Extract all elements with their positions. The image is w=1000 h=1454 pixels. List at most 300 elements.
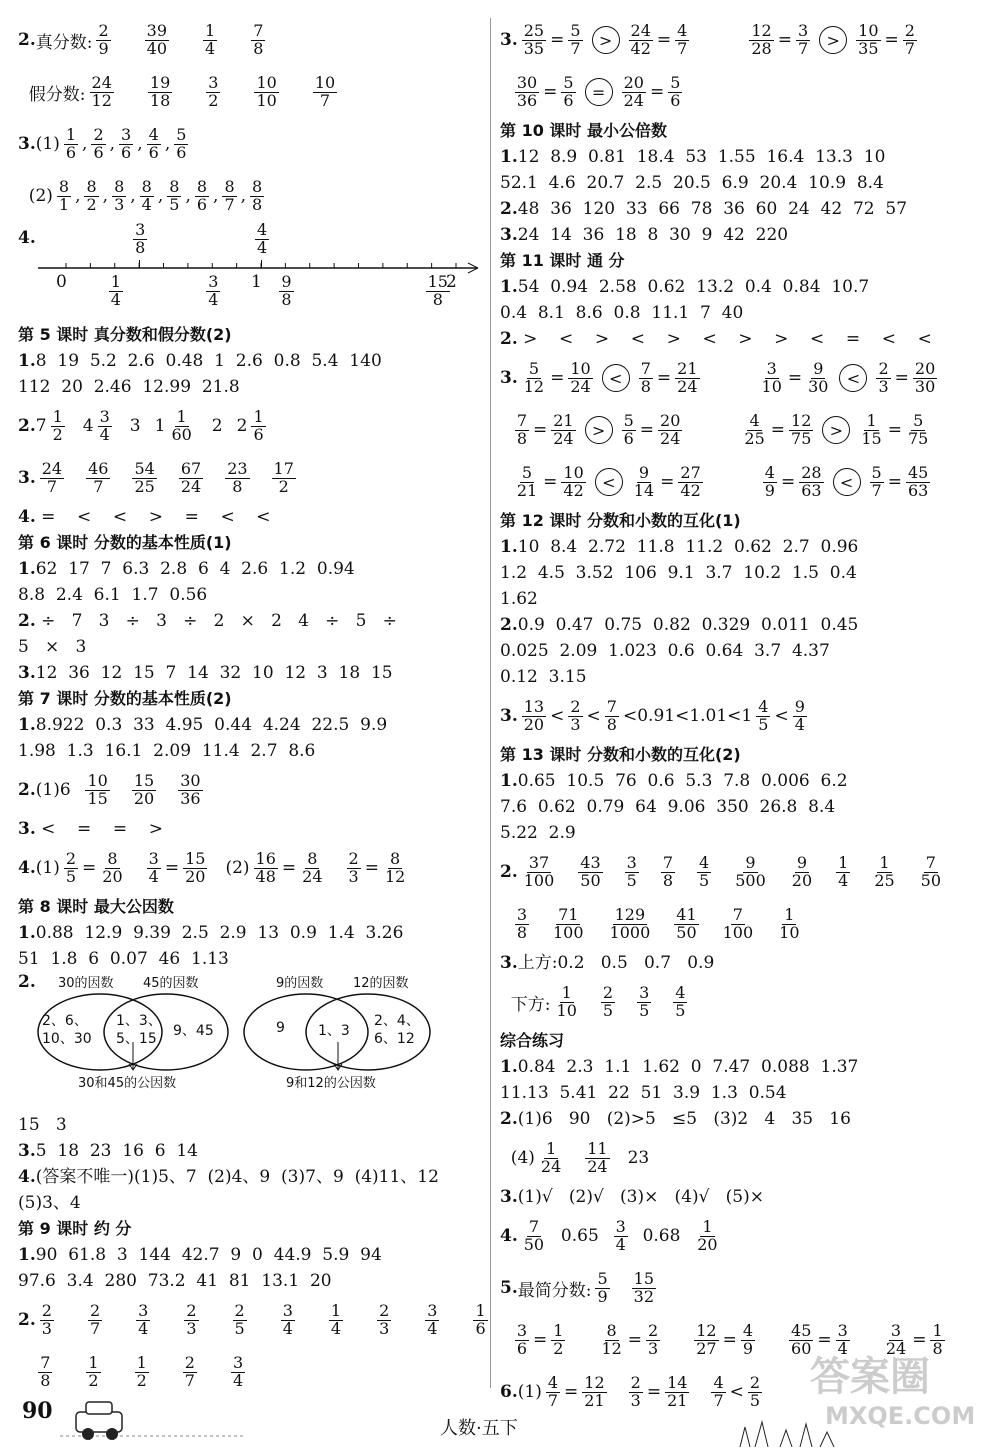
fraction (551, 904, 586, 942)
numerator: 2 (65, 848, 77, 868)
denominator: 75 (791, 428, 812, 448)
numerator: 17 (273, 458, 294, 478)
fraction (225, 458, 249, 496)
denominator: 6 (670, 90, 681, 110)
numerator: 12 (751, 20, 772, 40)
numerator: 4 (764, 462, 775, 482)
denominator: 30 (914, 376, 936, 396)
numerator: 9 (745, 852, 756, 872)
fraction (741, 1320, 755, 1358)
answer-line (18, 1112, 498, 1138)
numerator: 7 (662, 852, 674, 872)
denominator: 5 (234, 1318, 245, 1338)
fraction (639, 358, 653, 396)
footer-subject: 人数·五下 (440, 1418, 518, 1439)
item-number: 3. (500, 1187, 518, 1207)
answer-line (500, 222, 980, 248)
fraction (721, 904, 756, 942)
section-title: 第 9 课时 约 分 (18, 1219, 132, 1238)
answer-text: , (75, 186, 81, 206)
item-number: 2. (18, 30, 36, 50)
denominator: 27 (696, 1338, 717, 1358)
denominator: 4 (138, 1318, 149, 1338)
answer-line (500, 1210, 980, 1262)
answer-text: 12 36 12 15 7 14 32 10 12 3 18 15 (35, 663, 393, 683)
fraction (790, 852, 814, 890)
fraction (109, 274, 123, 309)
denominator: 25 (744, 428, 765, 448)
denominator: 42 (630, 38, 651, 58)
answer-line (500, 612, 980, 638)
answer-text: 0.65 (550, 1226, 610, 1246)
item-number: 1. (500, 277, 518, 297)
denominator: 35 (858, 38, 879, 58)
denominator: 4 (794, 714, 805, 734)
denominator: 8 (135, 237, 146, 257)
fraction (147, 124, 161, 162)
answer-line (500, 1184, 980, 1210)
numerator: 1 (136, 1352, 147, 1372)
numerator: 21 (553, 410, 574, 430)
answer-text: = (82, 858, 97, 878)
fraction (203, 20, 217, 58)
answer-text: 10 8.4 2.72 11.8 11.2 0.62 2.7 0.96 (517, 537, 859, 557)
numerator: 3 (282, 1300, 293, 1320)
answer-text: (1) (517, 1382, 542, 1402)
numerator: 10 (87, 770, 108, 790)
answer-line (500, 170, 980, 196)
answer-text: (2) (225, 858, 250, 878)
answer-line (18, 842, 498, 894)
numerator: 2 (570, 696, 581, 716)
fraction (112, 176, 126, 214)
denominator: 12 (384, 866, 406, 886)
fraction (64, 124, 78, 162)
denominator: 8 (281, 289, 292, 309)
answer-text: = (780, 472, 796, 492)
numerator: 2 (186, 1300, 197, 1320)
denominator: 50 (580, 870, 601, 890)
numerator: 9 (638, 462, 650, 482)
numerator: 3 (427, 1300, 438, 1320)
denominator: 24 (540, 1156, 562, 1176)
fraction (733, 852, 768, 890)
numerator: 5 (623, 410, 634, 430)
numerator: 7 (528, 1216, 540, 1236)
answer-line (500, 690, 980, 742)
numerator: 1 (702, 1216, 713, 1236)
numerator: 1 (932, 1320, 943, 1340)
denominator: 10 (761, 376, 782, 396)
fraction (756, 696, 770, 734)
fraction (661, 852, 675, 890)
answer-line (18, 1242, 498, 1268)
answer-text: , (240, 186, 247, 206)
fraction (749, 20, 773, 58)
fraction (57, 176, 71, 214)
item-number: 6. (500, 1382, 518, 1402)
denominator: 5 (65, 866, 77, 886)
fraction (174, 124, 188, 162)
fraction (86, 1352, 100, 1390)
answer-text: , (130, 186, 136, 206)
numerator: 4 (713, 1372, 724, 1392)
denominator: 6 (176, 142, 187, 162)
fraction (695, 1216, 719, 1254)
answer-text: = (656, 30, 672, 50)
fraction (300, 848, 324, 886)
answer-text: = (770, 420, 786, 440)
answer-text: 12 8.9 0.81 18.4 53 1.55 16.4 13.3 10 (517, 147, 886, 167)
numerator: 3 (615, 1216, 626, 1236)
numerator: 5 (670, 72, 681, 92)
denominator: 3 (878, 376, 889, 396)
answer-line (500, 352, 980, 404)
section-title: 第 5 课时 真分数和假分数(2) (18, 325, 232, 344)
numerator: 2 (878, 358, 889, 378)
fraction (38, 1352, 52, 1390)
venn-region-text: 2、6、 (42, 1013, 88, 1029)
comparison-circle: < (602, 364, 630, 392)
fraction (870, 462, 884, 500)
answer-line (500, 950, 980, 976)
answer-line (500, 404, 980, 456)
fraction (145, 20, 169, 58)
denominator: 2 (208, 90, 219, 110)
denominator: 4 (232, 1370, 244, 1390)
denominator: 40 (146, 38, 168, 58)
answer-text: = (550, 368, 565, 388)
denominator: 36 (516, 90, 538, 110)
denominator: 24 (180, 476, 202, 496)
venn-set-title: 45的因数 (143, 976, 199, 991)
denominator: 20 (133, 788, 155, 808)
numerator: 4 (758, 696, 769, 716)
numerator: 8 (107, 848, 118, 868)
numerator: 2 (904, 20, 915, 40)
numerator: 2 (379, 1300, 390, 1320)
answer-line (18, 1268, 498, 1294)
fraction (522, 358, 546, 396)
venn-region-text: 2、4、 (374, 1013, 420, 1029)
venn-region-text: 9、45 (173, 1023, 214, 1039)
answer-line (18, 816, 498, 842)
numerator: 7 (516, 410, 527, 430)
numerator: 15 (427, 272, 448, 291)
fraction (605, 696, 619, 734)
answer-text: (1) (35, 134, 60, 154)
denominator: 7 (547, 1390, 559, 1410)
answer-text: = (533, 1330, 548, 1350)
fraction (742, 410, 766, 448)
denominator: 6 (196, 194, 208, 214)
answer-text: = (887, 420, 902, 440)
comparison-circle: > (822, 416, 850, 444)
numerator: 12 (696, 1320, 717, 1340)
denominator: 7 (184, 1370, 195, 1390)
answer-text: 2 (236, 416, 248, 436)
answer-line (500, 1054, 980, 1080)
answer-text: (1)√ (2)√ (3)× (4)√ (5)× (517, 1187, 764, 1207)
answer-line (18, 1190, 498, 1216)
answer-line (500, 586, 980, 612)
fraction (98, 406, 112, 444)
answer-text: < (586, 706, 601, 726)
numerator: 1 (475, 1300, 486, 1320)
fraction (595, 1268, 609, 1306)
denominator: 3 (379, 1318, 390, 1338)
denominator: 50 (676, 922, 697, 942)
grass-decoration (740, 1422, 834, 1447)
fraction (254, 848, 278, 886)
answer-line (18, 660, 498, 686)
answer-text: 0.68 (631, 1226, 692, 1246)
answer-text: 97.6 3.4 280 73.2 41 81 13.1 20 (18, 1271, 332, 1291)
fraction (673, 982, 687, 1020)
answer-text: < = = > (35, 819, 163, 839)
fraction (40, 1300, 54, 1338)
fraction (40, 458, 64, 496)
answer-text: = (543, 82, 558, 102)
fraction (522, 1216, 546, 1254)
denominator: 3 (570, 714, 581, 734)
fraction (872, 852, 896, 890)
numerator: 9 (794, 696, 805, 716)
answer-text: 8.922 0.3 33 4.95 0.44 4.24 22.5 9.9 (35, 715, 388, 735)
fraction (561, 462, 585, 500)
item-number: 2. (500, 862, 518, 882)
answer-text: = (649, 82, 665, 102)
answer-text: 7.6 0.62 0.79 64 9.06 350 26.8 8.4 (500, 797, 836, 817)
fraction (148, 72, 172, 110)
denominator: 5 (626, 870, 637, 890)
fraction (96, 20, 110, 58)
item-number: 4. (18, 858, 36, 878)
comparison-circle: < (839, 364, 867, 392)
answer-line (18, 1294, 498, 1346)
denominator: 6 (623, 428, 634, 448)
answer-text: ÷ 7 3 ÷ 3 ÷ 2 × 2 4 ÷ 5 ÷ (35, 611, 397, 631)
denominator: 10 (256, 90, 277, 110)
answer-text: 4 (82, 416, 94, 436)
answer-text: = < < > = < < (35, 507, 271, 527)
fraction (254, 72, 278, 110)
denominator: 20 (791, 870, 813, 890)
numerator: 14 (667, 1372, 688, 1392)
denominator: 3 (630, 1390, 641, 1410)
answer-line (500, 664, 980, 690)
denominator: 42 (563, 480, 584, 500)
fraction (425, 1300, 439, 1338)
numerator: 1 (65, 124, 77, 144)
denominator: 7 (797, 38, 809, 58)
answer-text: 24 14 36 18 8 30 9 42 220 (517, 225, 789, 245)
denominator: 14 (633, 480, 655, 500)
page-number: 90 (22, 1398, 53, 1424)
numerator: 1 (545, 1138, 557, 1158)
item-number: 1. (500, 771, 518, 791)
numerator: 4 (677, 20, 688, 40)
fraction (133, 222, 147, 257)
answer-text: 5.22 2.9 (500, 823, 576, 843)
item-number: 4. (18, 1167, 36, 1187)
item-number: 2. (18, 611, 36, 631)
answer-text: = (660, 472, 675, 492)
venn-block (18, 972, 498, 1112)
numerator: 10 (858, 20, 879, 40)
denominator: 9 (98, 38, 109, 58)
numerator: 8 (390, 848, 401, 868)
numerator: 2 (234, 1300, 245, 1320)
section-title: 综合练习 (500, 1031, 565, 1050)
denominator: 42 (680, 480, 701, 500)
answer-text: <0.91<1.01<1 (622, 706, 753, 726)
answer-line (500, 1106, 980, 1132)
denominator: 7 (677, 38, 688, 58)
answer-line (18, 14, 498, 66)
denominator: 9 (764, 480, 775, 500)
answer-line (18, 764, 498, 816)
answer-text: , (157, 186, 164, 206)
fraction (760, 358, 784, 396)
fraction (515, 462, 539, 500)
fraction (674, 904, 698, 942)
numerator: 24 (630, 20, 651, 40)
denominator: 4 (838, 870, 849, 890)
numerator: 8 (114, 176, 125, 196)
item-number: 2. (18, 780, 36, 800)
answer-text: < (729, 1382, 744, 1402)
answer-text: , (213, 186, 219, 206)
numerator: 3 (208, 72, 219, 92)
answer-text: 5 18 23 16 6 14 (35, 1141, 198, 1161)
fraction (383, 848, 407, 886)
denominator: 5 (749, 1390, 761, 1410)
denominator: 20 (185, 866, 206, 886)
numerator: 3 (208, 272, 219, 291)
item-number: 3. (500, 706, 518, 726)
item-number: 2. (500, 329, 518, 349)
answer-text: 1.2 4.5 3.52 106 9.1 3.7 10.2 1.5 0.4 (500, 563, 857, 583)
denominator: 8 (253, 38, 264, 58)
arrow-icon (334, 1042, 342, 1070)
section-title: 第 13 课时 分数和小数的互化(2) (500, 745, 741, 764)
fraction (555, 982, 579, 1020)
fraction (119, 124, 133, 162)
fraction (789, 410, 813, 448)
fraction (100, 848, 124, 886)
answer-text (500, 1330, 511, 1350)
denominator: 21 (584, 1390, 605, 1410)
item-number: 1. (500, 1057, 518, 1077)
fraction (140, 176, 154, 214)
numerator: 5 (563, 72, 574, 92)
item-number: 3. (18, 1141, 36, 1161)
fraction (793, 696, 807, 734)
numerator: 1 (866, 410, 877, 430)
answer-text: = (281, 858, 297, 878)
numerator: 41 (676, 904, 697, 924)
numerator: 1 (838, 852, 849, 872)
numerator: 8 (224, 176, 235, 196)
fraction (930, 1320, 944, 1358)
answer-line (18, 452, 498, 504)
item-number: 3. (18, 663, 36, 683)
numerator: 10 (563, 462, 584, 482)
answer-line (500, 794, 980, 820)
numerator: 27 (680, 462, 701, 482)
fraction (608, 904, 653, 942)
denominator: 4 (208, 289, 219, 309)
section-title: 第 11 课时 通 分 (500, 251, 625, 270)
numerator: 1 (330, 1300, 342, 1320)
answer-text: (5)3、4 (18, 1193, 81, 1213)
denominator: 63 (907, 480, 929, 500)
denominator: 8 (432, 289, 443, 309)
fraction (255, 222, 269, 257)
venn-region-text: 9 (276, 1020, 285, 1036)
denominator: 100 (722, 922, 754, 942)
fraction (806, 358, 830, 396)
numerator: 4 (699, 852, 710, 872)
fraction (91, 124, 105, 162)
numerator: 1 (879, 852, 890, 872)
numerator: 2 (41, 1300, 52, 1320)
answer-line (18, 634, 498, 660)
numerator: 5 (871, 462, 882, 482)
item-number: 3. (18, 134, 36, 154)
numerator: 43 (580, 852, 601, 872)
numerator: 1 (784, 904, 795, 924)
numerator: 10 (570, 358, 591, 378)
numerator: 28 (801, 462, 822, 482)
fraction (86, 458, 110, 496)
venn-region-text: 5、15 (116, 1031, 157, 1047)
numerator: 3 (797, 20, 809, 40)
answer-text: 5 × 3 (18, 637, 87, 657)
numerator: 7 (253, 20, 264, 40)
fraction (876, 358, 890, 396)
fraction (515, 410, 529, 448)
numerator: 4 (749, 410, 760, 430)
numerator: 9 (813, 358, 824, 378)
fraction (233, 1300, 247, 1338)
numerator: 8 (606, 1320, 617, 1340)
denominator: 4 (110, 289, 121, 309)
numerator: 23 (227, 458, 248, 478)
denominator: 8 (640, 376, 651, 396)
numerator: 2 (89, 1300, 101, 1320)
answer-text: 真分数: (35, 32, 93, 53)
denominator: 7 (871, 480, 882, 500)
fraction (625, 852, 639, 890)
denominator: 1000 (609, 922, 651, 942)
denominator: 3 (114, 194, 125, 214)
answer-text: 54 0.94 2.58 0.62 13.2 0.4 0.84 10.7 (517, 277, 870, 297)
denominator: 60 (171, 424, 192, 444)
comparison-circle: = (585, 78, 613, 106)
numerator: 1 (88, 1352, 99, 1372)
fraction (697, 852, 711, 890)
denominator: 5 (639, 1000, 650, 1020)
answer-text: = (894, 368, 909, 388)
denominator: 8 (606, 714, 617, 734)
answer-text: 2 (211, 416, 223, 436)
numerator: 9 (796, 852, 808, 872)
answer-text: , (185, 186, 191, 206)
denominator: 4 (615, 1234, 626, 1254)
fraction (251, 20, 265, 58)
